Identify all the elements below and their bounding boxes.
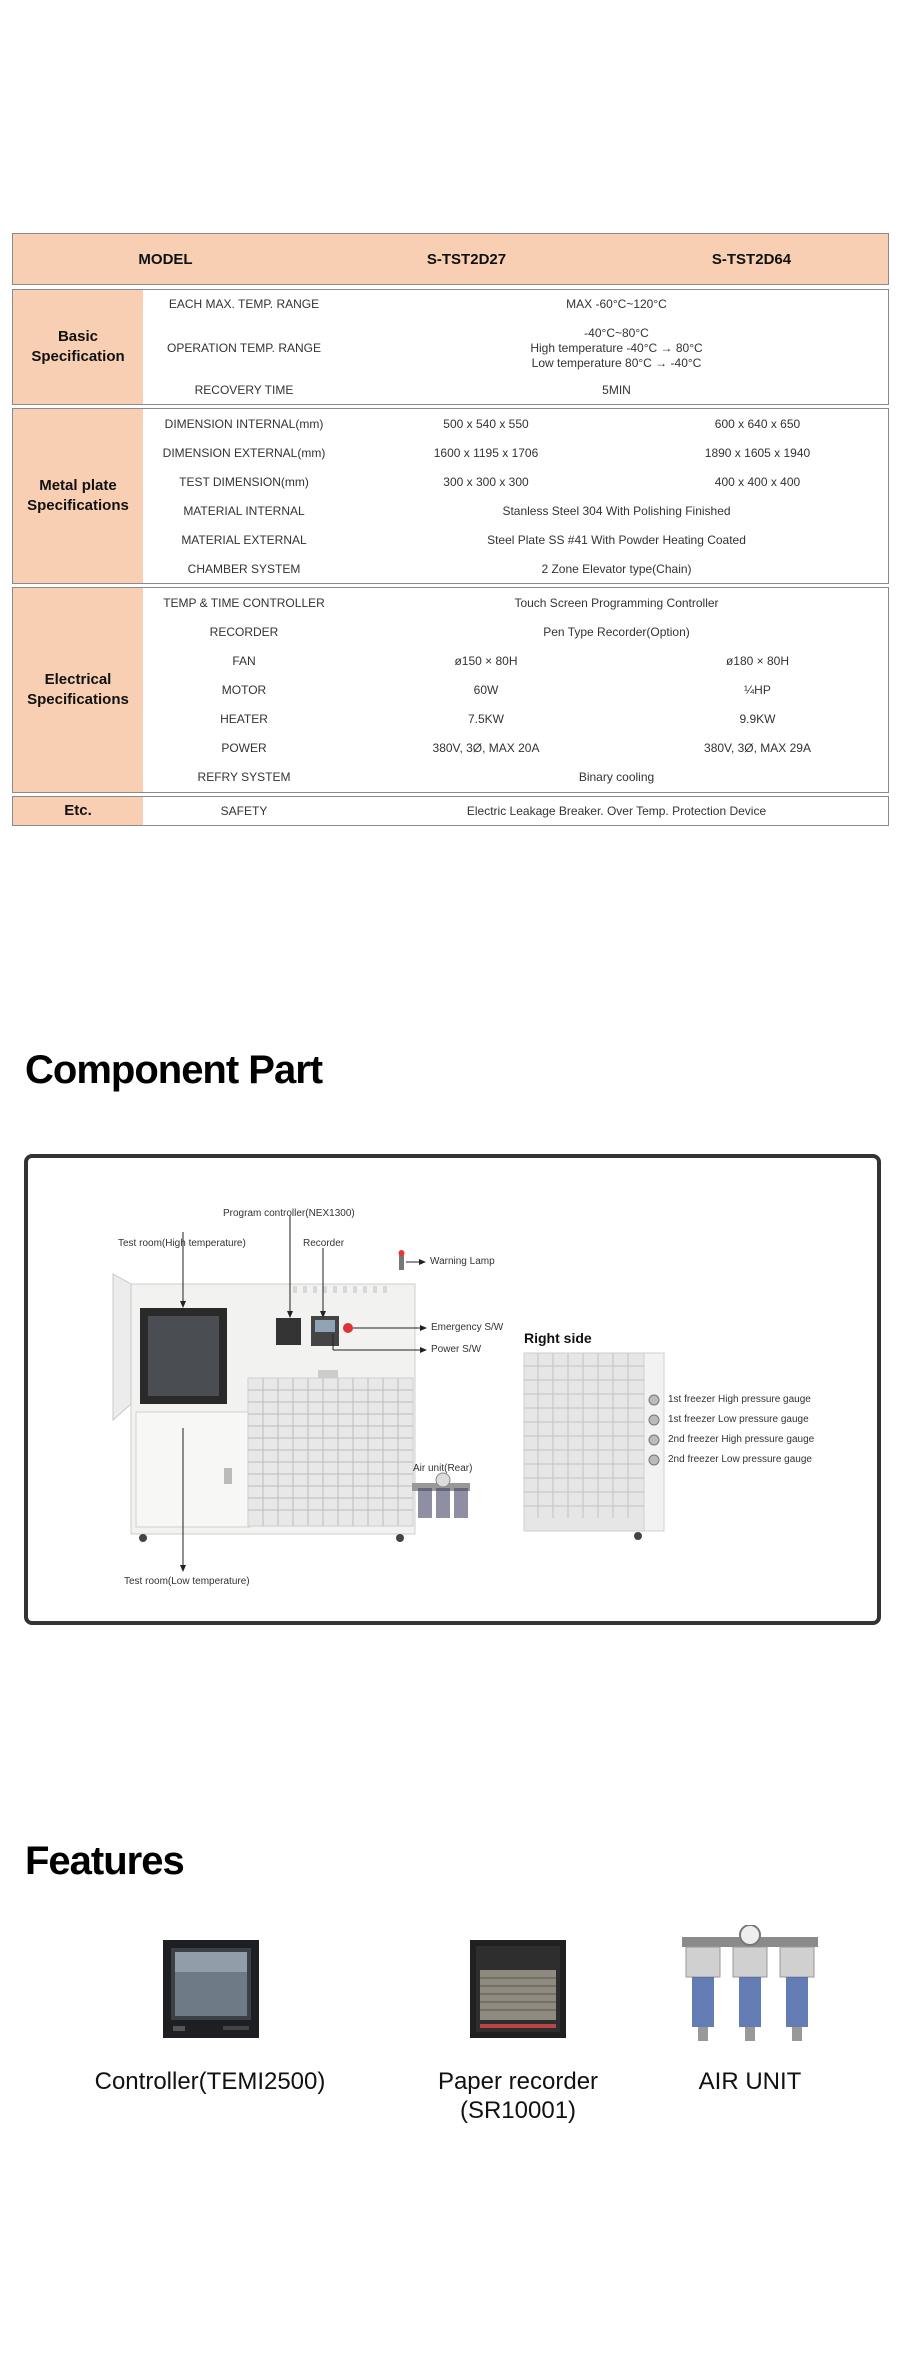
section-basic <box>12 289 889 405</box>
air-unit-image <box>680 1925 820 2045</box>
label-air-unit-rear: Air unit(Rear) <box>413 1463 473 1474</box>
section-metal <box>12 408 889 584</box>
spec-row: CHAMBER SYSTEM 2 Zone Elevator type(Chain) <box>187 561 692 576</box>
spec-row: MATERIAL EXTERNAL Steel Plate SS #41 With Powder Heating Coated <box>181 532 746 547</box>
section-etc <box>12 796 889 826</box>
air-unit-rear-illustration <box>412 1473 470 1518</box>
section-electrical <box>12 587 889 793</box>
spec-row: RECOVERY TIME 5MIN <box>194 382 631 397</box>
label-test-room-high: Test room(High temperature) <box>118 1238 246 1249</box>
spec-row: REFRY SYSTEM Binary cooling <box>197 769 655 784</box>
spec-row: FAN ø150 × 80H ø180 × 80H <box>232 654 790 668</box>
model-a: S-TST2D27 <box>426 250 507 268</box>
model-b: S-TST2D64 <box>711 250 792 268</box>
chamber-illustration <box>113 1250 415 1542</box>
label-warning-lamp: Warning Lamp <box>430 1256 495 1267</box>
right-side-illustration <box>524 1353 664 1540</box>
model-header-row <box>12 233 889 285</box>
spec-row: OPERATION TEMP. RANGE -40°C~80°C High temperature -40°C → 80°C Low temperature 80°C → -40°C <box>166 325 703 370</box>
spec-row: POWER 380V, 3Ø, MAX 20A 380V, 3Ø, MAX 29A <box>221 741 811 755</box>
section-electrical-label: Electrical Specifications <box>13 588 143 792</box>
spec-row: SAFETY Electric Leakage Breaker. Over Temp. Protection Device <box>220 803 767 818</box>
component-diagram-box <box>24 1154 881 1625</box>
model-label: MODEL <box>138 250 193 268</box>
label-emergency-sw: Emergency S/W <box>431 1322 504 1333</box>
component-heading: Component Part <box>25 1048 323 1092</box>
label-right-side: Right side <box>524 1330 592 1346</box>
spec-row: RECORDER Pen Type Recorder(Option) <box>209 624 690 639</box>
features-heading: Features <box>25 1839 184 1883</box>
spec-row: TEMP & TIME CONTROLLER Touch Screen Programming Controller <box>163 595 719 610</box>
label-power-sw: Power S/W <box>431 1344 482 1355</box>
section-etc-label: Etc. <box>13 797 143 825</box>
feature-caption-controller: Controller(TEMI2500) <box>94 2068 326 2095</box>
spec-row: DIMENSION EXTERNAL(mm) 1600 x 1195 x 1706 1890 x 1605 x 1940 <box>162 446 811 460</box>
spec-row: MATERIAL INTERNAL Stanless Steel 304 With Polishing Finished <box>183 503 731 518</box>
spec-row: MOTOR 60W ¼HP <box>221 683 771 697</box>
spec-row: DIMENSION INTERNAL(mm) 500 x 540 x 550 600 x 640 x 650 <box>164 417 801 431</box>
label-recorder: Recorder <box>303 1238 345 1249</box>
label-gauge-3: 2nd freezer High pressure gauge <box>668 1434 815 1445</box>
spec-row: EACH MAX. TEMP. RANGE MAX -60°C~120°C <box>168 296 667 311</box>
feature-caption-paper-recorder: Paper recorder (SR10001) <box>437 2068 599 2124</box>
controller-image <box>163 1940 259 2038</box>
spec-row: TEST DIMENSION(mm) 300 x 300 x 300 400 x 400 x 400 <box>179 475 801 489</box>
feature-caption-air-unit: AIR UNIT <box>698 2068 802 2095</box>
section-basic-label: Basic Specification <box>13 290 143 404</box>
spec-row: HEATER 7.5KW 9.9KW <box>220 712 776 726</box>
paper-recorder-image <box>470 1940 566 2038</box>
label-test-room-low: Test room(Low temperature) <box>124 1576 250 1587</box>
label-gauge-4: 2nd freezer Low pressure gauge <box>668 1454 812 1465</box>
label-program-controller: Program controller(NEX1300) <box>223 1208 355 1219</box>
section-metal-label: Metal plate Specifications <box>13 409 143 583</box>
component-diagram <box>28 1158 877 1621</box>
label-gauge-1: 1st freezer High pressure gauge <box>668 1394 811 1405</box>
label-gauge-2: 1st freezer Low pressure gauge <box>668 1414 809 1425</box>
